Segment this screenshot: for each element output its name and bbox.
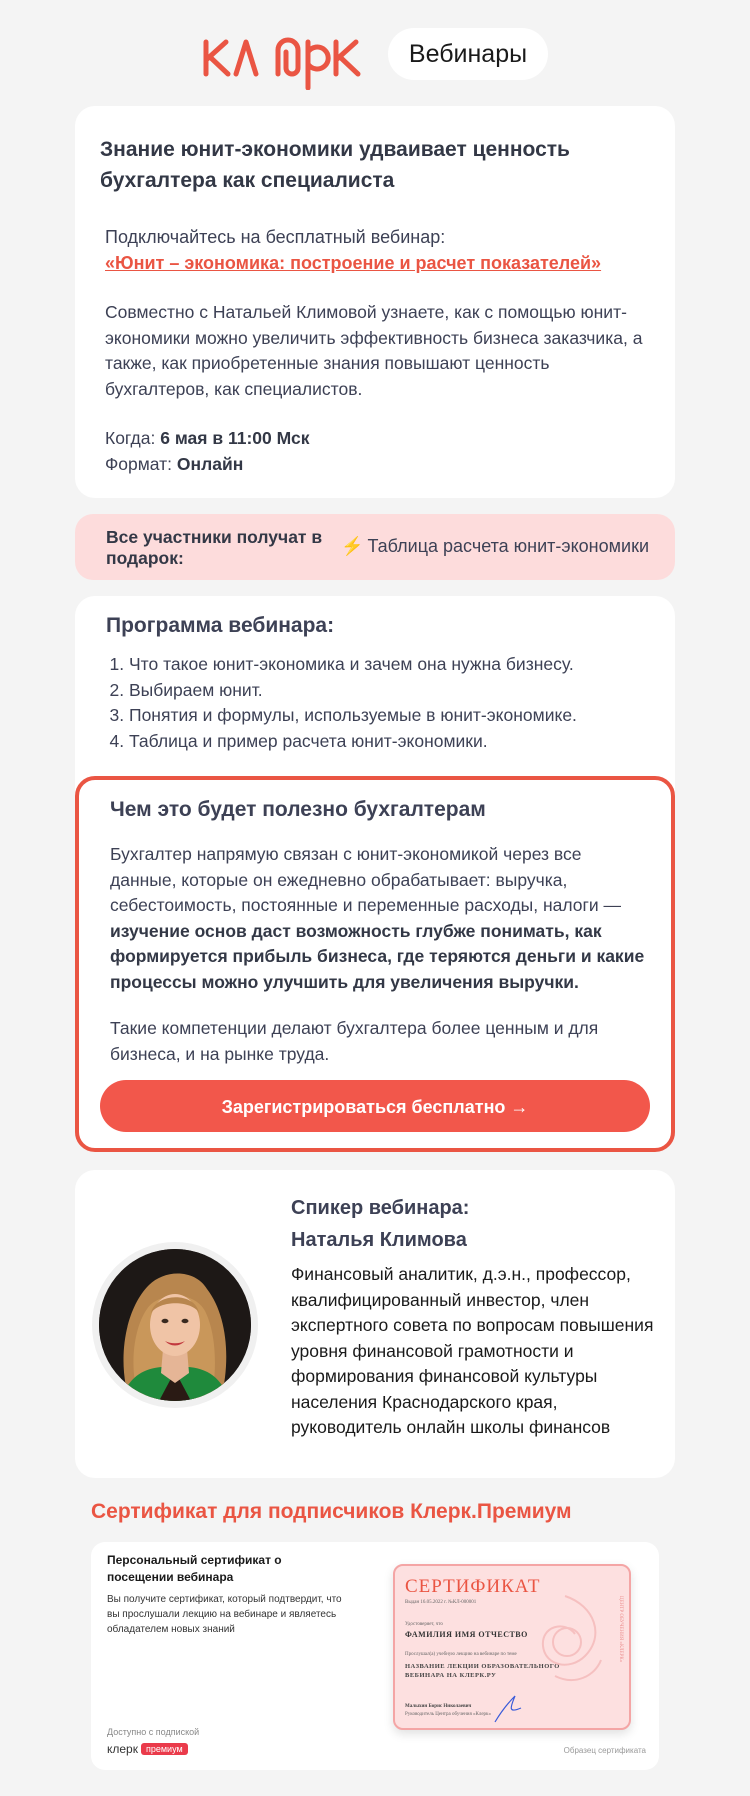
register-button[interactable]: Зарегистрироваться бесплатно → [100, 1080, 650, 1132]
speaker-title-line1: Спикер вебинара: [291, 1197, 470, 1219]
benefits-title: Чем это будет полезно бухгалтерам [110, 798, 486, 821]
doc-name: ФАМИЛИЯ ИМЯ ОТЧЕСТВО [405, 1630, 528, 1639]
list-item: 1. Что такое юнит-экономика и зачем она нужна бизнесу. [129, 652, 669, 678]
webinars-badge: Вебинары [388, 28, 548, 80]
list-item: 2. Выбираем юнит. [129, 678, 669, 704]
gift-item-text: Таблица расчета юнит-экономики [367, 536, 649, 556]
speaker-avatar [99, 1249, 251, 1401]
doc-certifies: Удостоверяет, что [405, 1622, 443, 1627]
certificate-image [393, 1564, 631, 1730]
certificate-card[interactable] [91, 1542, 659, 1770]
premium-brand [107, 1742, 188, 1756]
benefits-text [110, 842, 650, 995]
gift-banner [75, 514, 675, 580]
benefits-text-2: Такие компетенции делают бухгалтера более ценным и для бизнеса, и на рынке труда. [110, 1018, 599, 1064]
doc-number: Выдан 16.05.2022 г. №КЛ-000001 [405, 1600, 477, 1605]
gift-item [341, 536, 649, 557]
watermark-ornament-icon [515, 1586, 615, 1706]
benefits-box [75, 776, 675, 1152]
format-label: Формат: [105, 453, 173, 474]
certificate-heading: Персональный сертификат о посещении вебинара [107, 1553, 282, 1584]
premium-brand-logo: клерк [107, 1742, 138, 1756]
speaker-bio: Финансовый аналитик, д.э.н., профессор, квалифицированный инвестор, член экспертного совета по вопросам повышения уровня финансовой грамотности и формирования финансовой культуры населения Краснодарского края, руководитель онлайн школы финансов [291, 1264, 654, 1437]
when-value: 6 мая в 11:00 Мск [160, 428, 310, 448]
program-title: Программа вебинара: [106, 614, 335, 637]
subscription-note: Доступно с подпиской [107, 1727, 200, 1737]
format-value: Онлайн [176, 453, 244, 474]
gift-label: Все участники получат в подарок: [106, 527, 323, 568]
speaker-title [291, 1192, 651, 1256]
list-item: 3. Понятия и формулы, используемые в юнит-экономике. [129, 703, 669, 729]
when-label: Когда: [105, 428, 156, 448]
speaker-card [75, 1170, 675, 1478]
certificate-section-title: Сертификат для подписчиков Клерк.Премиум [91, 1500, 572, 1523]
benefits-text-bold: изучение основ даст возможность глубже понимать, как формируется прибыль бизнеса, где теряются деньги и какие процессы можно улучшить для увеличения выручки. [110, 920, 645, 992]
doc-signer: Малыхин Борис Николаевич [405, 1704, 472, 1709]
klerk-logo[interactable] [200, 28, 368, 90]
doc-side-text: ЦЕНТР ОБУЧЕНИЯ «КЛЕРК» [618, 1596, 623, 1663]
premium-badge: премиум [141, 1743, 188, 1755]
program-card [75, 596, 675, 796]
intro-details [105, 426, 650, 477]
certificate-sample-note: Образец сертификата [563, 1746, 646, 1755]
doc-signer-role: Руководитель Центра обучения «Клерк» [405, 1712, 491, 1717]
intro-description: Совместно с Натальей Климовой узнаете, как с помощью юнит-экономики можно увеличить эффективность бизнеса заказчика, а также, как приобретенные знания повышают ценность бухгалтеров, как специалистов. [105, 302, 643, 399]
header [0, 22, 750, 92]
doc-lecture: НАЗВАНИЕ ЛЕКЦИИ ОБРАЗОВАТЕЛЬНОГО ВЕБИНАРА НА КЛЕРК.РУ [405, 1663, 560, 1679]
intro-card [75, 106, 675, 498]
doc-listened: Прослушал(а) учебную лекцию на вебинаре по теме [405, 1652, 517, 1657]
program-list [109, 652, 669, 754]
doc-title: СЕРТИФИКАТ [405, 1576, 541, 1597]
benefits-text-plain: Бухгалтер напрямую связан с юнит-экономикой через все данные, которые он ежедневно обрабатывает: выручка, себестоимость, постоянные и переменные расходы, налоги — [110, 844, 622, 915]
list-item: 4. Таблица и пример расчета юнит-экономики. [129, 729, 669, 755]
speaker-name: Наталья Климова [291, 1229, 467, 1251]
lightning-icon: ⚡ [341, 536, 364, 556]
intro-invite [105, 224, 665, 276]
certificate-body: Вы получите сертификат, который подтвердит, что вы прослушали лекцию на вебинаре и являетесь обладателем новых знаний [107, 1594, 342, 1635]
speaker-avatar-frame [92, 1242, 258, 1408]
invite-text: Подключайтесь на бесплатный вебинар: [105, 227, 446, 247]
intro-title: Знание юнит-экономики удваивает ценность бухгалтера как специалиста [100, 138, 570, 192]
webinar-link[interactable]: «Юнит – экономика: построение и расчет показателей» [105, 253, 602, 273]
